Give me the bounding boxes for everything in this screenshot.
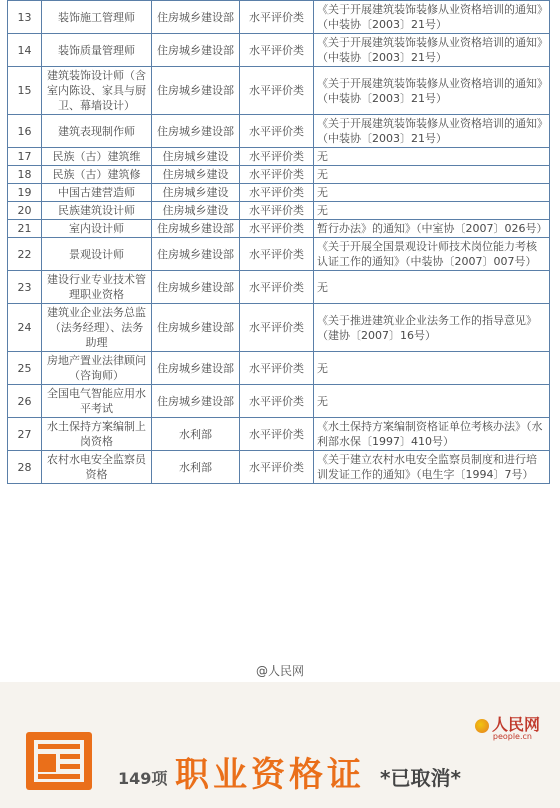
table-row <box>8 1 550 34</box>
department: 住房城乡建设部 <box>152 304 240 352</box>
banner-title: 职业资格证 <box>175 755 365 795</box>
row-number: 27 <box>8 418 42 451</box>
department: 住房城乡建设部 <box>152 238 240 271</box>
table-row <box>8 304 550 352</box>
qualification-name: 装饰质量管理师 <box>42 34 152 67</box>
row-number: 20 <box>8 202 42 220</box>
category: 水平评价类 <box>240 202 314 220</box>
table-row <box>8 220 550 238</box>
category: 水平评价类 <box>240 166 314 184</box>
basis-document: 《关于开展建筑装饰装修从业资格培训的通知》（中装协〔2003〕21号） <box>314 67 550 115</box>
qualification-name: 建筑表现制作师 <box>42 115 152 148</box>
qualification-name: 房地产置业法律顾问（咨询师） <box>42 352 152 385</box>
department: 住房城乡建设部 <box>152 220 240 238</box>
basis-document: 无 <box>314 166 550 184</box>
category: 水平评价类 <box>240 184 314 202</box>
logo-swirl-icon <box>475 719 489 733</box>
row-number: 26 <box>8 385 42 418</box>
department: 住房城乡建设 <box>152 148 240 166</box>
basis-document: 《关于开展建筑装饰装修从业资格培训的通知》（中装协〔2003〕21号） <box>314 34 550 67</box>
department: 住房城乡建设部 <box>152 115 240 148</box>
basis-document: 《关于开展全国景观设计师技术岗位能力考核认证工作的通知》（中装协〔2007〕007号） <box>314 238 550 271</box>
category: 水平评价类 <box>240 418 314 451</box>
table-row <box>8 148 550 166</box>
row-number: 23 <box>8 271 42 304</box>
qualification-name: 民族（古）建筑修 <box>42 166 152 184</box>
table-body <box>8 1 550 484</box>
department: 住房城乡建设部 <box>152 1 240 34</box>
department: 住房城乡建设 <box>152 184 240 202</box>
qualification-name: 中国古建营造师 <box>42 184 152 202</box>
department: 住房城乡建设部 <box>152 67 240 115</box>
qualification-name: 水土保持方案编制上岗资格 <box>42 418 152 451</box>
department: 住房城乡建设部 <box>152 385 240 418</box>
category: 水平评价类 <box>240 238 314 271</box>
table-row <box>8 166 550 184</box>
table-row <box>8 238 550 271</box>
department: 住房城乡建设部 <box>152 352 240 385</box>
department: 住房城乡建设部 <box>152 34 240 67</box>
category: 水平评价类 <box>240 67 314 115</box>
banner-count: 149项 <box>118 769 168 788</box>
document-icon <box>26 732 92 790</box>
qualification-name: 建筑装饰设计师（含室内陈设、家具与厨卫、幕墙设计） <box>42 67 152 115</box>
qualification-name: 景观设计师 <box>42 238 152 271</box>
basis-document: 无 <box>314 148 550 166</box>
table-row <box>8 184 550 202</box>
category: 水平评价类 <box>240 34 314 67</box>
category: 水平评价类 <box>240 352 314 385</box>
basis-document: 暂行办法》的通知》（中室协〔2007〕026号） <box>314 220 550 238</box>
row-number: 24 <box>8 304 42 352</box>
row-number: 18 <box>8 166 42 184</box>
basis-document: 无 <box>314 202 550 220</box>
row-number: 17 <box>8 148 42 166</box>
department: 住房城乡建设 <box>152 202 240 220</box>
basis-document: 无 <box>314 352 550 385</box>
watermark: @人民网 <box>255 664 304 678</box>
basis-document: 《关于推进建筑业企业法务工作的指导意见》（建协〔2007〕16号） <box>314 304 550 352</box>
logo-text: 人民网 <box>491 715 540 734</box>
row-number: 19 <box>8 184 42 202</box>
basis-document: 《关于建立农村水电安全监察员制度和进行培训发证工作的通知》（电生字〔1994〕7号） <box>314 451 550 484</box>
qualification-name: 装饰施工管理师 <box>42 1 152 34</box>
row-number: 13 <box>8 1 42 34</box>
basis-document: 无 <box>314 184 550 202</box>
basis-document: 无 <box>314 385 550 418</box>
qualification-name: 民族建筑设计师 <box>42 202 152 220</box>
banner-suffix: *已取消* <box>380 766 461 790</box>
category: 水平评价类 <box>240 148 314 166</box>
row-number: 21 <box>8 220 42 238</box>
department: 住房城乡建设部 <box>152 271 240 304</box>
category: 水平评价类 <box>240 304 314 352</box>
category: 水平评价类 <box>240 271 314 304</box>
qualification-name: 室内设计师 <box>42 220 152 238</box>
logo-subtext: people.cn <box>492 732 532 741</box>
qualification-table <box>7 0 550 484</box>
table-row <box>8 352 550 385</box>
row-number: 28 <box>8 451 42 484</box>
table-row <box>8 385 550 418</box>
category: 水平评价类 <box>240 1 314 34</box>
table-row <box>8 451 550 484</box>
basis-document: 《关于开展建筑装饰装修从业资格培训的通知》（中装协〔2003〕21号） <box>314 1 550 34</box>
qualification-name: 全国电气智能应用水平考试 <box>42 385 152 418</box>
category: 水平评价类 <box>240 220 314 238</box>
table-row <box>8 418 550 451</box>
table-row <box>8 271 550 304</box>
qualification-name: 建筑业企业法务总监（法务经理）、法务助理 <box>42 304 152 352</box>
row-number: 16 <box>8 115 42 148</box>
qualification-name: 建设行业专业技术管理职业资格 <box>42 271 152 304</box>
row-number: 25 <box>8 352 42 385</box>
department: 水利部 <box>152 451 240 484</box>
category: 水平评价类 <box>240 115 314 148</box>
basis-document: 无 <box>314 271 550 304</box>
qualification-name: 农村水电安全监察员资格 <box>42 451 152 484</box>
row-number: 22 <box>8 238 42 271</box>
department: 住房城乡建设 <box>152 166 240 184</box>
basis-document: 《水土保持方案编制资格证单位考核办法》（水利部水保〔1997〕410号） <box>314 418 550 451</box>
table-row <box>8 202 550 220</box>
department: 水利部 <box>152 418 240 451</box>
basis-document: 《关于开展建筑装饰装修从业资格培训的通知》（中装协〔2003〕21号） <box>314 115 550 148</box>
qualification-name: 民族（古）建筑维 <box>42 148 152 166</box>
table-row <box>8 34 550 67</box>
category: 水平评价类 <box>240 385 314 418</box>
row-number: 14 <box>8 34 42 67</box>
table-row <box>8 67 550 115</box>
row-number: 15 <box>8 67 42 115</box>
table-row <box>8 115 550 148</box>
category: 水平评价类 <box>240 451 314 484</box>
